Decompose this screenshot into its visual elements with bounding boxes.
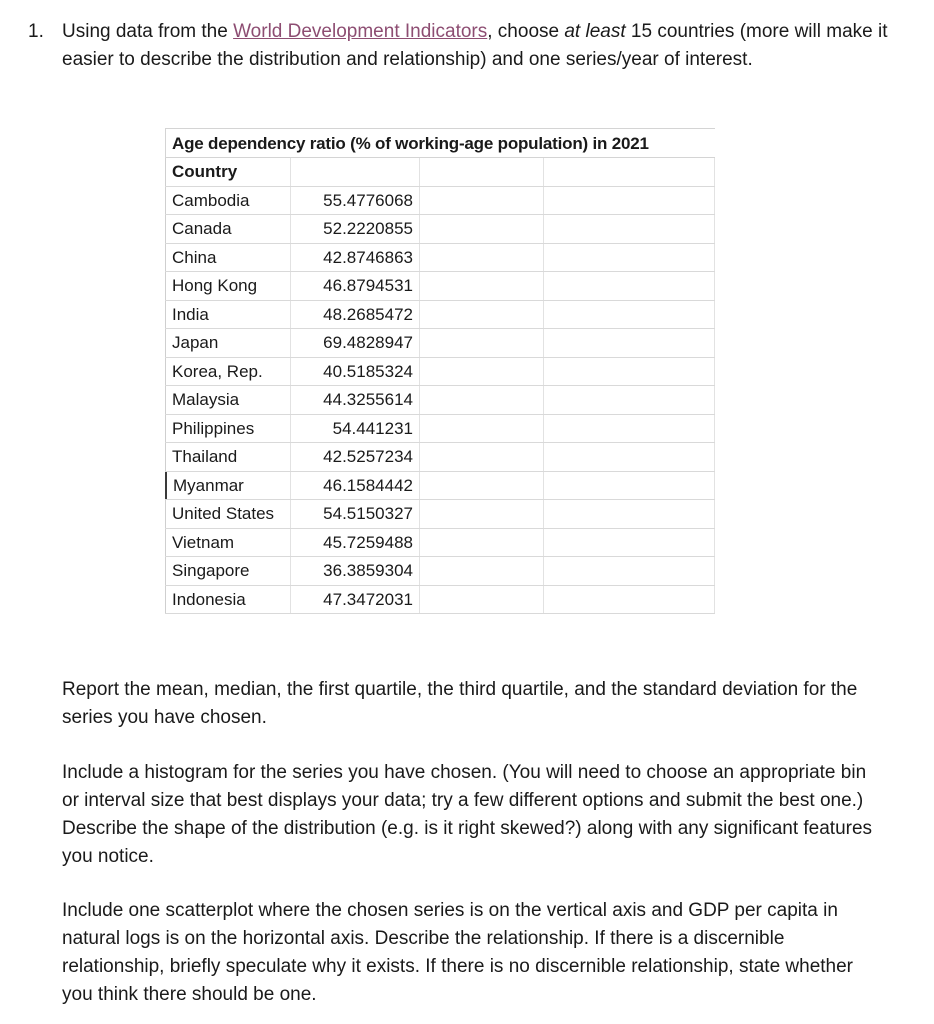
value-cell: 69.4828947 bbox=[290, 329, 419, 357]
table-row bbox=[165, 472, 715, 501]
value-cell: 42.5257234 bbox=[290, 443, 419, 471]
value-cell: 54.441231 bbox=[290, 415, 419, 443]
empty-cell bbox=[543, 244, 715, 272]
table-row bbox=[165, 500, 715, 529]
empty-cell bbox=[543, 187, 715, 215]
table-title: Age dependency ratio (% of working-age population) in 2021 bbox=[165, 128, 715, 158]
country-cell: Japan bbox=[165, 329, 290, 357]
country-cell: Philippines bbox=[165, 415, 290, 443]
empty-cell bbox=[419, 244, 543, 272]
value-cell: 42.8746863 bbox=[290, 244, 419, 272]
empty-cell bbox=[419, 472, 543, 500]
empty-cell bbox=[419, 301, 543, 329]
scatterplot-instructions: Include one scatterplot where the chosen series is on the vertical axis and GDP per capita in natural logs is on the horizontal axis. Describe the relationship. If there is a discernible relationship, briefly speculate why it exists. If there is no discernible relationship, state whether you think there should be one. bbox=[62, 900, 854, 1005]
country-cell: Korea, Rep. bbox=[165, 358, 290, 386]
question-number: 1. bbox=[28, 21, 44, 42]
country-cell: Vietnam bbox=[165, 529, 290, 557]
value-cell: 44.3255614 bbox=[290, 386, 419, 414]
empty-cell bbox=[543, 557, 715, 585]
empty-cell bbox=[543, 472, 715, 500]
empty-cell bbox=[419, 443, 543, 471]
table-row bbox=[165, 557, 715, 586]
value-cell: 40.5185324 bbox=[290, 358, 419, 386]
table-body bbox=[165, 187, 715, 615]
question-text-start: Using data from the bbox=[62, 21, 234, 42]
value-cell: 36.3859304 bbox=[290, 557, 419, 585]
value-cell: 46.1584442 bbox=[290, 472, 419, 500]
stats-instructions: Report the mean, median, the first quartile, the third quartile, and the standard deviation for the series you have chosen. bbox=[62, 679, 858, 728]
country-cell: United States bbox=[165, 500, 290, 528]
country-cell: Malaysia bbox=[165, 386, 290, 414]
table-row bbox=[165, 187, 715, 216]
empty-cell bbox=[543, 443, 715, 471]
table-row bbox=[165, 586, 715, 615]
table-row bbox=[165, 272, 715, 301]
table-row bbox=[165, 443, 715, 472]
empty-cell bbox=[419, 187, 543, 215]
question-emphasis: at least bbox=[564, 21, 626, 42]
table-row bbox=[165, 415, 715, 444]
table-row bbox=[165, 329, 715, 358]
empty-cell bbox=[419, 329, 543, 357]
table-row bbox=[165, 529, 715, 558]
spreadsheet-table bbox=[165, 128, 715, 614]
empty-cell bbox=[419, 529, 543, 557]
value-cell: 54.5150327 bbox=[290, 500, 419, 528]
empty-cell bbox=[543, 386, 715, 414]
empty-cell bbox=[543, 415, 715, 443]
empty-cell bbox=[419, 158, 543, 186]
value-cell: 45.7259488 bbox=[290, 529, 419, 557]
empty-cell bbox=[543, 529, 715, 557]
column-header-country: Country bbox=[165, 158, 290, 186]
question-block bbox=[28, 18, 908, 74]
value-cell: 47.3472031 bbox=[290, 586, 419, 614]
empty-cell bbox=[419, 415, 543, 443]
question-text-mid: , choose bbox=[487, 21, 565, 42]
empty-cell bbox=[419, 358, 543, 386]
empty-cell bbox=[419, 557, 543, 585]
empty-cell bbox=[419, 386, 543, 414]
empty-cell bbox=[543, 500, 715, 528]
table-row bbox=[165, 386, 715, 415]
country-cell: Cambodia bbox=[165, 187, 290, 215]
country-cell: India bbox=[165, 301, 290, 329]
value-cell: 48.2685472 bbox=[290, 301, 419, 329]
country-cell: Myanmar bbox=[165, 472, 290, 500]
empty-cell bbox=[543, 301, 715, 329]
question-text-end: 15 countries (more will make it easier to describe the distribution and relationship) and one series/year of interest. bbox=[62, 21, 888, 70]
value-cell: 55.4776068 bbox=[290, 187, 419, 215]
table-row bbox=[165, 358, 715, 387]
question-text bbox=[62, 18, 908, 74]
country-cell: Singapore bbox=[165, 557, 290, 585]
empty-cell bbox=[543, 158, 715, 186]
histogram-instructions: Include a histogram for the series you have chosen. (You will need to choose an appropriate bin or interval size that best displays your data; try a few different options and submit the best one.) Describe the shape of the distribution (e.g. is it right skewed?) along with any significant features you notice. bbox=[62, 762, 873, 867]
table-row bbox=[165, 244, 715, 273]
wdi-link[interactable]: World Development Indicators bbox=[233, 21, 488, 42]
country-cell: Hong Kong bbox=[165, 272, 290, 300]
empty-cell bbox=[419, 215, 543, 243]
table-header-row bbox=[165, 158, 715, 187]
value-cell: 52.2220855 bbox=[290, 215, 419, 243]
value-cell: 46.8794531 bbox=[290, 272, 419, 300]
empty-cell bbox=[543, 215, 715, 243]
empty-cell bbox=[290, 158, 419, 186]
empty-cell bbox=[419, 586, 543, 614]
empty-cell bbox=[543, 586, 715, 614]
country-cell: Thailand bbox=[165, 443, 290, 471]
empty-cell bbox=[543, 272, 715, 300]
empty-cell bbox=[419, 500, 543, 528]
country-cell: China bbox=[165, 244, 290, 272]
empty-cell bbox=[419, 272, 543, 300]
country-cell: Indonesia bbox=[165, 586, 290, 614]
empty-cell bbox=[543, 329, 715, 357]
table-row bbox=[165, 215, 715, 244]
table-row bbox=[165, 301, 715, 330]
empty-cell bbox=[543, 358, 715, 386]
country-cell: Canada bbox=[165, 215, 290, 243]
